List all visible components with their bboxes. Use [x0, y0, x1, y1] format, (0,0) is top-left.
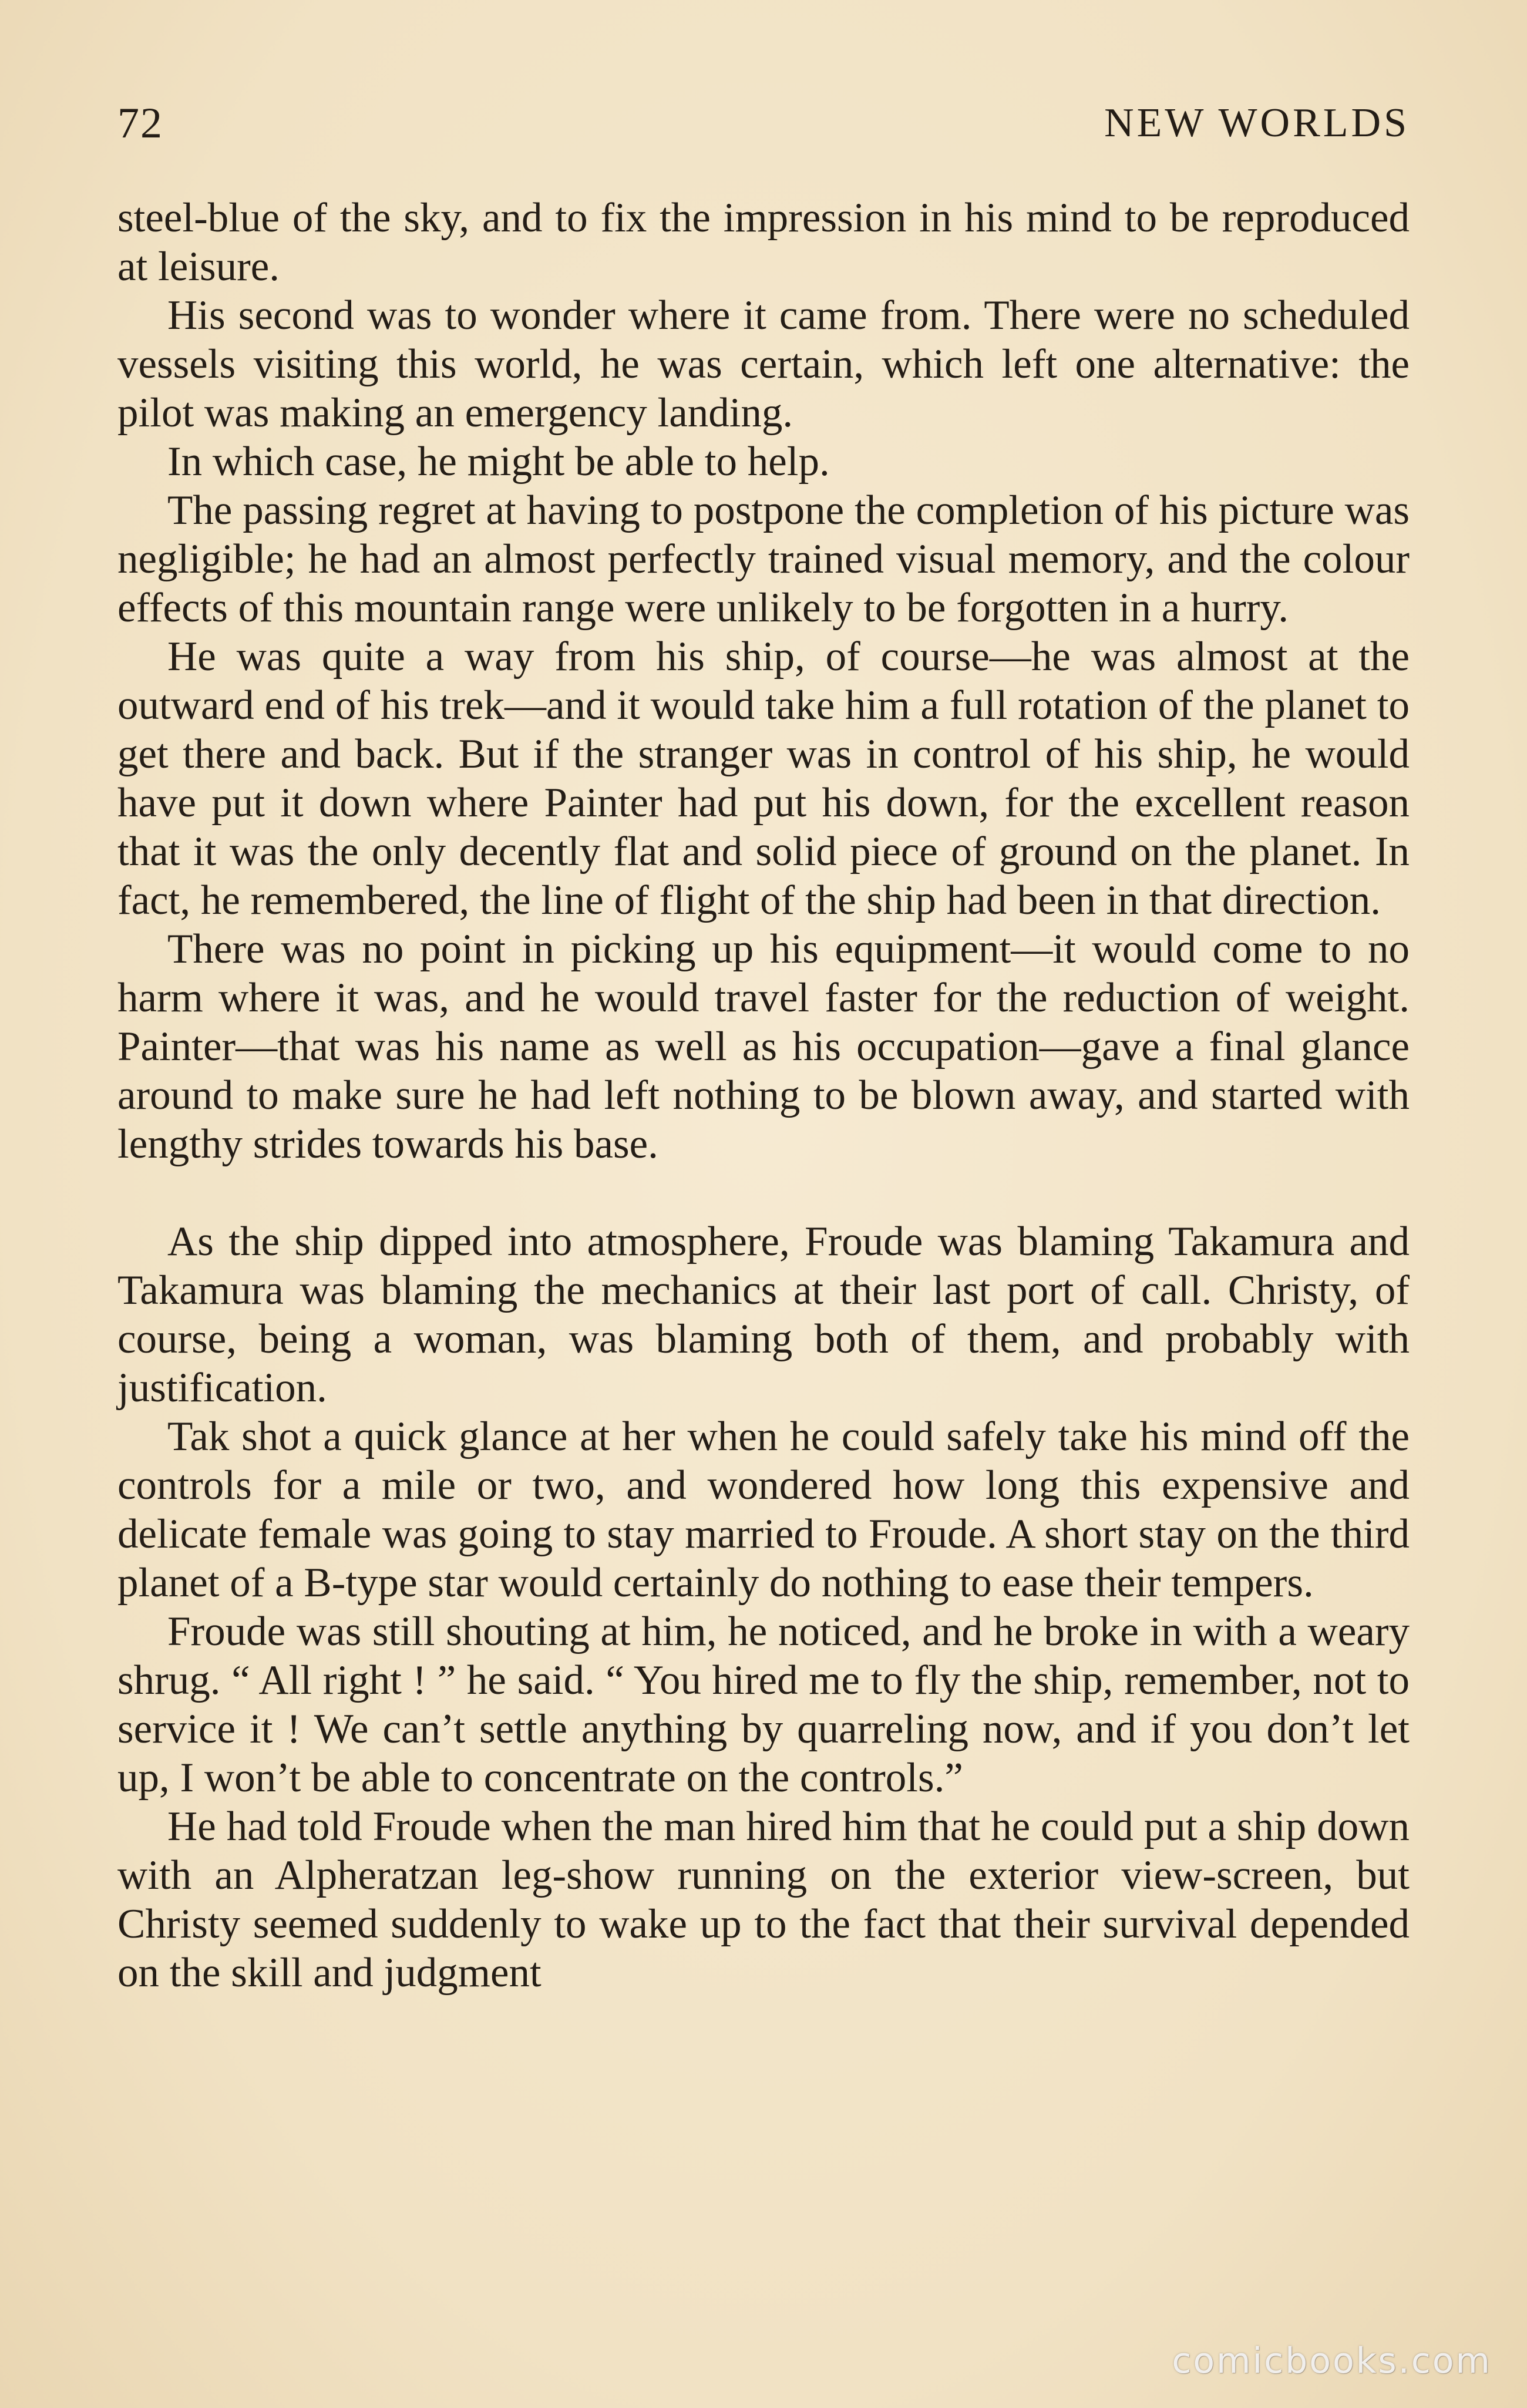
- paragraph: He was quite a way from his ship, of course—he was almost at the outward end of his trek—and it would take him a full rotation of the planet to get there and back. But if the stranger was in control of his ship, he would have put it down where Painter had put his down, for the excellent reason that it was the only decently flat and solid piece of ground on the planet. In fact, he remembered, the line of flight of the ship had been in that direction.: [117, 634, 1410, 923]
- page-number: 72: [117, 99, 163, 147]
- paragraph: He had told Froude when the man hired him that he could put a ship down with an Alpheratzan leg-show running on the exterior view-screen, but Christy seemed suddenly to wake up to the fact that their survival depended on the skill and judgment: [117, 1804, 1410, 1996]
- paragraph-section-start: As the ship dipped into atmosphere, Froude was blaming Takamura and Takamura was blaming the mechanics at their last port of call. Christy, of course, being a woman, was blaming both of them, and probably with justification.: [117, 1219, 1410, 1411]
- paragraph: The passing regret at having to postpone the completion of his picture was negligible; he had an almost perfectly trained visual memory, and the colour effects of this mountain range were unlikely to be forgotten in a hurry.: [117, 487, 1410, 631]
- paragraph: steel-blue of the sky, and to fix the impression in his mind to be reproduced at leisure.: [117, 195, 1410, 290]
- paragraph: His second was to wonder where it came from. There were no scheduled vessels visiting this world, he was certain, which left one alternative: the pilot was making an emergency landing.: [117, 292, 1410, 436]
- body-text: [117, 194, 1410, 1997]
- paragraph: In which case, he might be able to help.: [167, 439, 830, 485]
- paragraph: Tak shot a quick glance at her when he could safely take his mind off the controls for a mile or two, and wondered how long this expensive and delicate female was going to stay married to Froude. A short stay on the third planet of a B-type star would certainly do nothing to ease their tempers.: [117, 1414, 1410, 1606]
- watermark: comicbooks.com: [1172, 2340, 1492, 2382]
- running-head: NEW WORLDS: [1104, 100, 1410, 146]
- paragraph: There was no point in picking up his equipment—it would come to no harm where it was, and he would travel faster for the reduction of weight. Painter—that was his name as well as his occupation—gave a final glance around to make sure he had left nothing to be blown away, and started with lengthy strides towards his base.: [117, 926, 1410, 1167]
- page-header: [117, 94, 1410, 153]
- paragraph: Froude was still shouting at him, he noticed, and he broke in with a weary shrug. “ All right ! ” he said. “ You hired me to fly the ship, remember, not to service it ! We can’t settle anything by quarreling now, and if you don’t let up, I won’t be able to concentrate on the controls.”: [117, 1609, 1410, 1801]
